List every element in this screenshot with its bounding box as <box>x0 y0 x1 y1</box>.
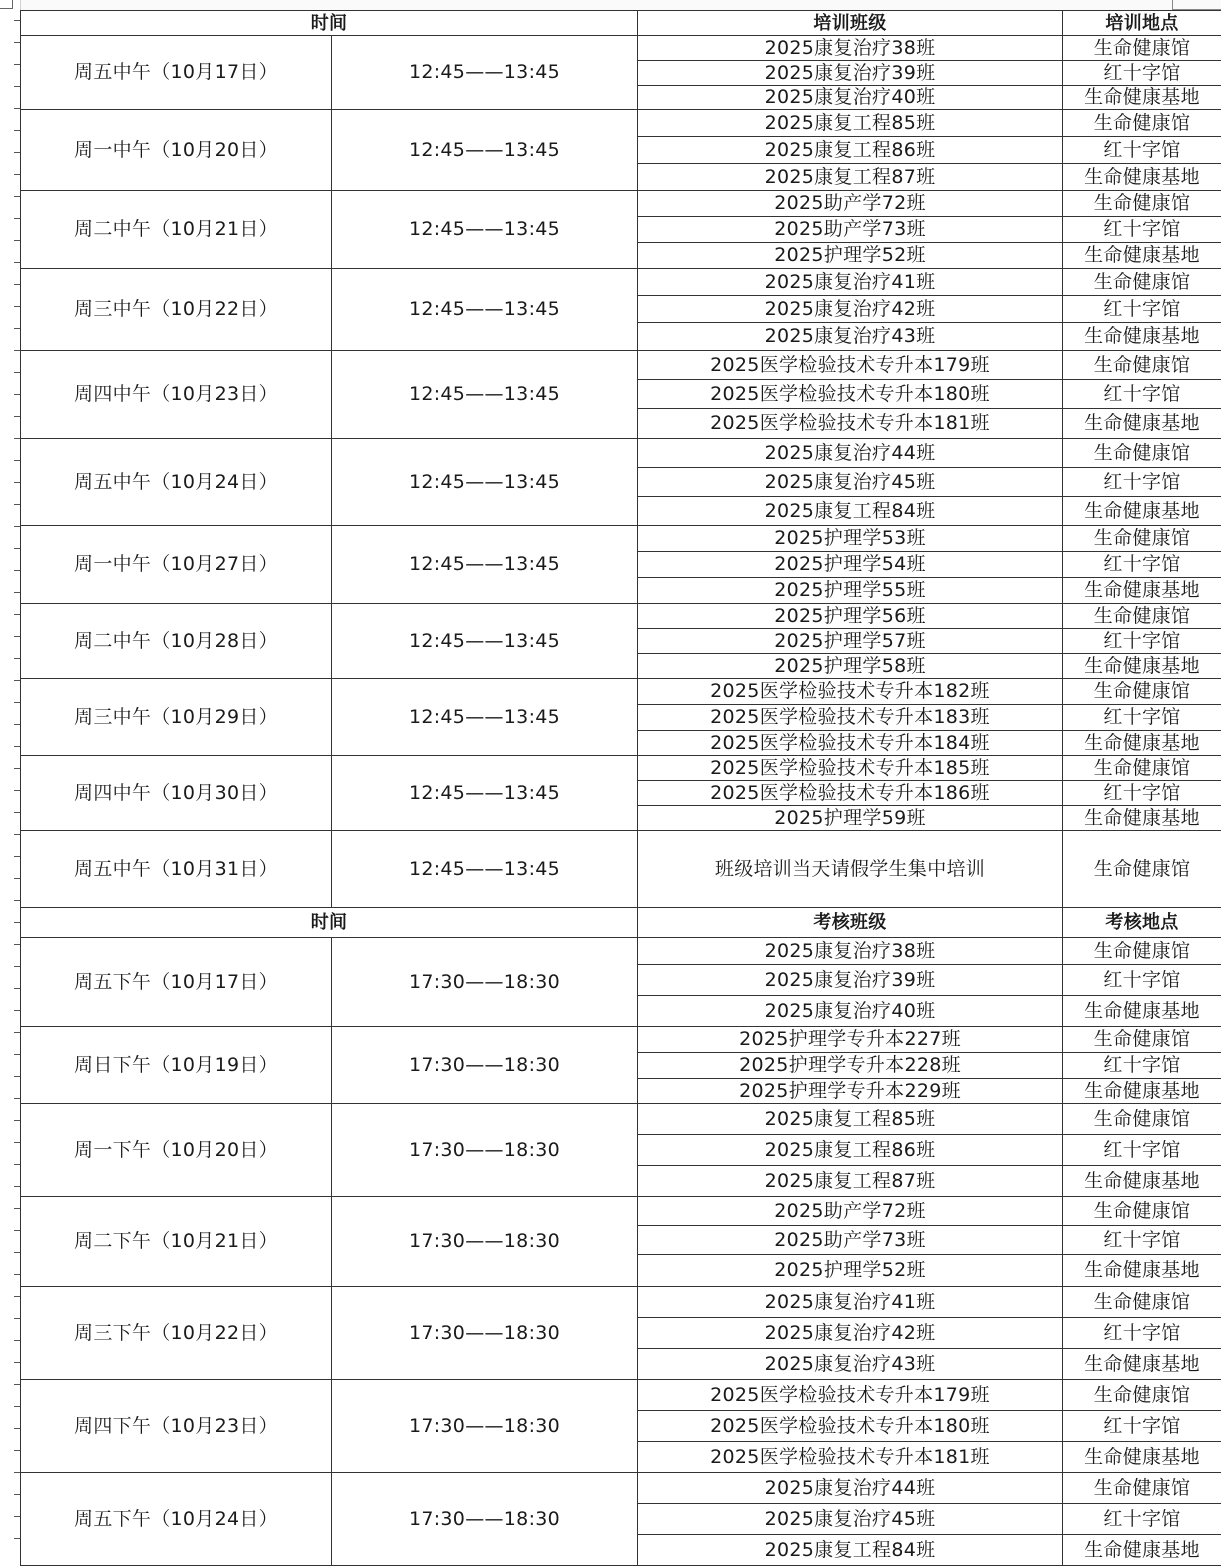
time-range-cell: 12:45——13:45 <box>332 756 638 831</box>
class-column-header: 培训班级 <box>638 11 1063 36</box>
class-cell: 2025护理学54班 <box>638 552 1063 578</box>
place-column-header: 考核地点 <box>1063 908 1221 938</box>
class-cell: 2025助产学72班 <box>638 191 1063 217</box>
class-cell: 2025助产学73班 <box>638 217 1063 243</box>
place-cell: 生命健康基地 <box>1063 86 1221 110</box>
place-cell: 生命健康馆 <box>1063 1027 1221 1053</box>
class-cell: 2025康复治疗38班 <box>638 938 1063 965</box>
class-cell: 2025康复工程85班 <box>638 110 1063 137</box>
time-range-cell: 12:45——13:45 <box>332 269 638 351</box>
class-cell: 2025医学检验技术专升本181班 <box>638 1442 1063 1473</box>
time-range-cell: 17:30——18:30 <box>332 1287 638 1380</box>
day-cell: 周四下午（10月23日） <box>21 1380 332 1473</box>
class-cell: 2025康复治疗42班 <box>638 296 1063 323</box>
class-cell: 2025康复工程85班 <box>638 1104 1063 1135</box>
class-cell: 2025护理学52班 <box>638 243 1063 269</box>
class-cell: 2025康复工程84班 <box>638 1535 1063 1566</box>
place-cell: 生命健康馆 <box>1063 351 1221 380</box>
day-cell: 周五下午（10月17日） <box>21 938 332 1027</box>
place-cell: 生命健康馆 <box>1063 110 1221 137</box>
day-cell: 周五下午（10月24日） <box>21 1473 332 1566</box>
table-row <box>21 1027 1221 1053</box>
class-cell: 2025康复工程86班 <box>638 1135 1063 1166</box>
schedule-table <box>20 10 1221 1566</box>
class-cell: 2025医学检验技术专升本184班 <box>638 731 1063 756</box>
class-cell: 2025护理学57班 <box>638 629 1063 654</box>
place-cell: 红十字馆 <box>1063 1318 1221 1349</box>
class-column-header: 考核班级 <box>638 908 1063 938</box>
table-row <box>21 1287 1221 1318</box>
place-cell: 生命健康基地 <box>1063 1535 1221 1566</box>
time-range-cell: 12:45——13:45 <box>332 36 638 110</box>
table-row <box>21 1380 1221 1411</box>
place-cell: 生命健康基地 <box>1063 243 1221 269</box>
place-cell: 红十字馆 <box>1063 1504 1221 1535</box>
class-cell: 2025康复治疗38班 <box>638 36 1063 61</box>
place-cell: 红十字馆 <box>1063 61 1221 86</box>
table-row <box>21 756 1221 781</box>
place-cell: 红十字馆 <box>1063 705 1221 731</box>
class-cell: 2025康复治疗43班 <box>638 323 1063 351</box>
day-cell: 周日下午（10月19日） <box>21 1027 332 1104</box>
time-column-header: 时间 <box>21 908 638 938</box>
class-cell: 2025助产学73班 <box>638 1226 1063 1255</box>
day-cell: 周一下午（10月20日） <box>21 1104 332 1197</box>
place-cell: 生命健康馆 <box>1063 1287 1221 1318</box>
place-cell: 红十字馆 <box>1063 380 1221 409</box>
class-cell: 2025护理学专升本227班 <box>638 1027 1063 1053</box>
day-cell: 周三下午（10月22日） <box>21 1287 332 1380</box>
place-cell: 生命健康基地 <box>1063 1349 1221 1380</box>
time-range-cell: 12:45——13:45 <box>332 110 638 191</box>
class-cell: 2025康复治疗41班 <box>638 269 1063 296</box>
vertical-ruler <box>0 0 21 1555</box>
class-cell: 2025医学检验技术专升本183班 <box>638 705 1063 731</box>
table-row <box>21 269 1221 296</box>
time-range-cell: 17:30——18:30 <box>332 1380 638 1473</box>
place-cell: 生命健康馆 <box>1063 526 1221 552</box>
place-cell: 生命健康馆 <box>1063 831 1221 908</box>
place-cell: 生命健康基地 <box>1063 1079 1221 1104</box>
table-row <box>21 831 1221 908</box>
day-cell: 周五中午（10月17日） <box>21 36 332 110</box>
place-cell: 红十字馆 <box>1063 629 1221 654</box>
place-cell: 生命健康馆 <box>1063 1380 1221 1411</box>
time-range-cell: 12:45——13:45 <box>332 679 638 756</box>
day-cell: 周五中午（10月24日） <box>21 439 332 526</box>
time-range-cell: 17:30——18:30 <box>332 1197 638 1287</box>
header-row <box>21 908 1221 938</box>
class-cell: 2025康复工程87班 <box>638 1166 1063 1197</box>
class-cell: 2025康复治疗45班 <box>638 1504 1063 1535</box>
place-cell: 红十字馆 <box>1063 217 1221 243</box>
class-cell: 2025医学检验技术专升本186班 <box>638 781 1063 806</box>
header-row <box>21 11 1221 36</box>
place-cell: 生命健康馆 <box>1063 439 1221 468</box>
table-row <box>21 1197 1221 1226</box>
place-cell: 红十字馆 <box>1063 552 1221 578</box>
class-cell: 2025康复工程87班 <box>638 164 1063 191</box>
place-cell: 生命健康馆 <box>1063 1197 1221 1226</box>
time-range-cell: 12:45——13:45 <box>332 604 638 679</box>
table-row <box>21 351 1221 380</box>
class-cell: 2025医学检验技术专升本180班 <box>638 1411 1063 1442</box>
place-cell: 红十字馆 <box>1063 1053 1221 1079</box>
page-corner-mark-right <box>1172 0 1221 10</box>
table-row <box>21 938 1221 965</box>
class-cell: 2025护理学56班 <box>638 604 1063 629</box>
class-cell: 2025医学检验技术专升本181班 <box>638 409 1063 439</box>
place-cell: 生命健康馆 <box>1063 604 1221 629</box>
time-range-cell: 17:30——18:30 <box>332 1104 638 1197</box>
table-row <box>21 191 1221 217</box>
place-cell: 生命健康基地 <box>1063 1255 1221 1287</box>
time-range-cell: 12:45——13:45 <box>332 831 638 908</box>
place-cell: 生命健康基地 <box>1063 731 1221 756</box>
place-column-header: 培训地点 <box>1063 11 1221 36</box>
class-cell: 2025护理学55班 <box>638 578 1063 604</box>
day-cell: 周一中午（10月20日） <box>21 110 332 191</box>
class-cell: 2025康复治疗40班 <box>638 86 1063 110</box>
place-cell: 生命健康基地 <box>1063 806 1221 831</box>
place-cell: 生命健康基地 <box>1063 996 1221 1027</box>
place-cell: 生命健康馆 <box>1063 756 1221 781</box>
table-row <box>21 439 1221 468</box>
place-cell: 生命健康基地 <box>1063 497 1221 526</box>
place-cell: 红十字馆 <box>1063 296 1221 323</box>
class-cell: 2025医学检验技术专升本180班 <box>638 380 1063 409</box>
place-cell: 生命健康基地 <box>1063 164 1221 191</box>
table-row <box>21 1473 1221 1504</box>
table-row <box>21 679 1221 705</box>
place-cell: 生命健康馆 <box>1063 269 1221 296</box>
time-range-cell: 17:30——18:30 <box>332 1027 638 1104</box>
class-cell: 2025护理学53班 <box>638 526 1063 552</box>
time-range-cell: 17:30——18:30 <box>332 1473 638 1566</box>
table-row <box>21 36 1221 61</box>
place-cell: 生命健康基地 <box>1063 578 1221 604</box>
class-cell: 2025助产学72班 <box>638 1197 1063 1226</box>
place-cell: 生命健康基地 <box>1063 409 1221 439</box>
class-cell: 2025医学检验技术专升本179班 <box>638 351 1063 380</box>
class-cell: 2025护理学59班 <box>638 806 1063 831</box>
place-cell: 生命健康馆 <box>1063 938 1221 965</box>
place-cell: 红十字馆 <box>1063 781 1221 806</box>
time-column-header: 时间 <box>21 11 638 36</box>
class-cell: 2025医学检验技术专升本182班 <box>638 679 1063 705</box>
class-cell: 2025护理学58班 <box>638 654 1063 679</box>
class-cell: 2025康复工程84班 <box>638 497 1063 526</box>
table-row <box>21 1104 1221 1135</box>
place-cell: 红十字馆 <box>1063 965 1221 996</box>
class-cell: 2025康复治疗44班 <box>638 439 1063 468</box>
place-cell: 生命健康基地 <box>1063 1166 1221 1197</box>
place-cell: 生命健康馆 <box>1063 36 1221 61</box>
place-cell: 红十字馆 <box>1063 1226 1221 1255</box>
table-row <box>21 604 1221 629</box>
place-cell: 红十字馆 <box>1063 1135 1221 1166</box>
time-range-cell: 17:30——18:30 <box>332 938 638 1027</box>
time-range-cell: 12:45——13:45 <box>332 439 638 526</box>
place-cell: 生命健康基地 <box>1063 654 1221 679</box>
day-cell: 周一中午（10月27日） <box>21 526 332 604</box>
day-cell: 周四中午（10月23日） <box>21 351 332 439</box>
class-cell: 2025康复治疗44班 <box>638 1473 1063 1504</box>
class-cell: 2025康复工程86班 <box>638 137 1063 164</box>
day-cell: 周三中午（10月29日） <box>21 679 332 756</box>
day-cell: 周四中午（10月30日） <box>21 756 332 831</box>
place-cell: 红十字馆 <box>1063 137 1221 164</box>
place-cell: 生命健康馆 <box>1063 679 1221 705</box>
class-cell: 班级培训当天请假学生集中培训 <box>638 831 1063 908</box>
class-cell: 2025康复治疗41班 <box>638 1287 1063 1318</box>
day-cell: 周三中午（10月22日） <box>21 269 332 351</box>
class-cell: 2025护理学52班 <box>638 1255 1063 1287</box>
time-range-cell: 12:45——13:45 <box>332 351 638 439</box>
day-cell: 周二中午（10月28日） <box>21 604 332 679</box>
table-row <box>21 526 1221 552</box>
class-cell: 2025护理学专升本228班 <box>638 1053 1063 1079</box>
day-cell: 周二下午（10月21日） <box>21 1197 332 1287</box>
day-cell: 周二中午（10月21日） <box>21 191 332 269</box>
time-range-cell: 12:45——13:45 <box>332 526 638 604</box>
place-cell: 生命健康馆 <box>1063 191 1221 217</box>
class-cell: 2025护理学专升本229班 <box>638 1079 1063 1104</box>
class-cell: 2025康复治疗45班 <box>638 468 1063 497</box>
class-cell: 2025医学检验技术专升本185班 <box>638 756 1063 781</box>
class-cell: 2025康复治疗43班 <box>638 1349 1063 1380</box>
place-cell: 生命健康馆 <box>1063 1104 1221 1135</box>
class-cell: 2025康复治疗39班 <box>638 61 1063 86</box>
table-row <box>21 110 1221 137</box>
place-cell: 红十字馆 <box>1063 1411 1221 1442</box>
place-cell: 生命健康基地 <box>1063 1442 1221 1473</box>
day-cell: 周五中午（10月31日） <box>21 831 332 908</box>
place-cell: 生命健康馆 <box>1063 1473 1221 1504</box>
class-cell: 2025康复治疗42班 <box>638 1318 1063 1349</box>
place-cell: 红十字馆 <box>1063 468 1221 497</box>
place-cell: 生命健康基地 <box>1063 323 1221 351</box>
class-cell: 2025医学检验技术专升本179班 <box>638 1380 1063 1411</box>
class-cell: 2025康复治疗40班 <box>638 996 1063 1027</box>
class-cell: 2025康复治疗39班 <box>638 965 1063 996</box>
time-range-cell: 12:45——13:45 <box>332 191 638 269</box>
